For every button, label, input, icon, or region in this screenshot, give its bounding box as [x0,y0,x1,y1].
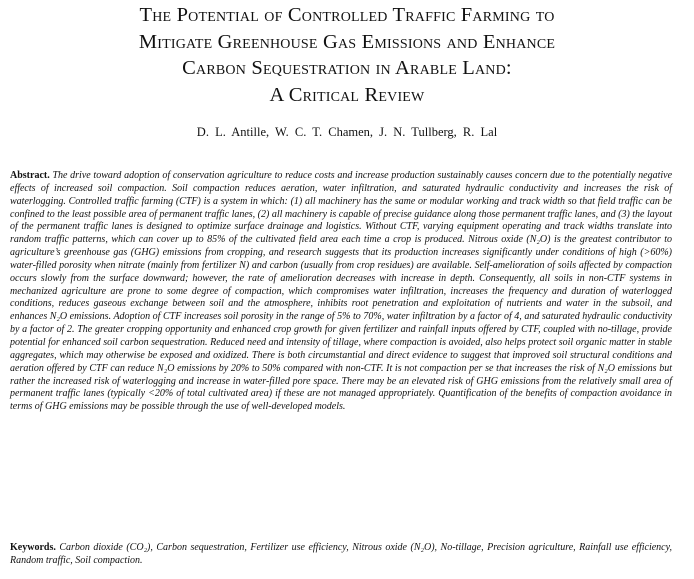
title-line-2: Mitigate Greenhouse Gas Emissions and Enhance [138,30,556,53]
abstract-label: Abstract. [10,170,53,181]
abstract-text: The drive toward adoption of conservation agriculture to reduce costs and increase production sustainably causes concern due to the potentially negative effects of increased soil compaction. Soil compaction reduces aeration, water infiltration, and saturated hydraulic conductivity and increases the risk of waterlogging. Controlled traffic farming (CTF) is a system in which: (1) all machinery has the same or modular working and track width so that field traffic can be confined to the least possible area of permanent traffic lanes, (2) all machinery is capable of precise guidance along those permanent traffic lanes, and (3) the layout of the permanent traffic lanes is designed to optimize surface drainage and logistics. Without CTF, varying equipment operating and track widths translate into random traffic patterns, which can cover up to 85% of the cultivated field area each time a crop is produced. Nitrous oxide (N₂O) is the greatest contributor to agriculture’s greenhouse gas (GHG) emissions from cropping, and research suggests that its production increases significantly under conditions of high (>60%) water-filled porosity when nitrate (mainly from fertilizer N) and carbon (usually from crop residues) are available. Self-amelioration of soils affected by compaction occurs slowly from the surface downward; however, the rate of amelioration decreases with increase in depth. Consequently, all soils in non-CTF systems in mechanized agriculture are prone to some degree of compaction, which compromises water infiltration, increases the frequency and duration of waterlogged conditions, reduces gaseous exchange between soil and the atmosphere, inhibits root penetration and exploitation of nutrients and water in the subsoil, and enhances N₂O emissions. Adoption of CTF increases soil porosity in the range of 5% to 70%, water infiltration by a factor of 4, and saturated hydraulic conductivity by a factor of 2. The greater cropping opportunity and enhanced crop growth for given fertilizer and rainfall inputs offered by CTF, coupled with no-tillage, provide potential for enhanced soil carbon sequestration. Reduced need and intensity of tillage, where compaction is avoided, also helps protect soil organic matter in stable aggregates, which may otherwise be exposed and oxidized. There is both circumstantial and direct evidence to suggest that improved soil structural conditions and aeration offered by CTF can reduce N₂O emissions by 20% to 50% compared with non-CTF. It is not compaction per se that increases the risk of N₂O emissions but rather the increased risk of waterlogging and increase in water-filled pore space. There may be an elevated risk of GHG emissions from the relatively small area of permanent traffic lanes (typically <20% of total cultivated area) if these are not managed appropriately. Quantification of the benefits of compaction avoidance in terms of GHG emissions may be possible through the use of well-developed models. [10,170,673,413]
keywords-text: Carbon dioxide (CO₂), Carbon sequestration, Fertilizer use efficiency, Nitrous oxide (N₂O), No-tillage, Precision agriculture, Rainfall use efficiency, Random traffic, Soil compaction. [10,542,672,566]
author-list: D. L. Antille, W. C. T. Chamen, J. N. Tullberg, R. Lal [196,125,498,139]
abstract-paragraph [10,170,672,414]
title-line-1: The Potential of Controlled Traffic Farming to [139,4,555,26]
paper-title [0,2,694,108]
keywords-label: Keywords. [10,542,60,553]
title-line-4: A Critical Review [269,83,425,106]
title-line-3: Carbon Sequestration in Arable Land: [182,57,512,79]
keywords-paragraph [10,542,672,568]
